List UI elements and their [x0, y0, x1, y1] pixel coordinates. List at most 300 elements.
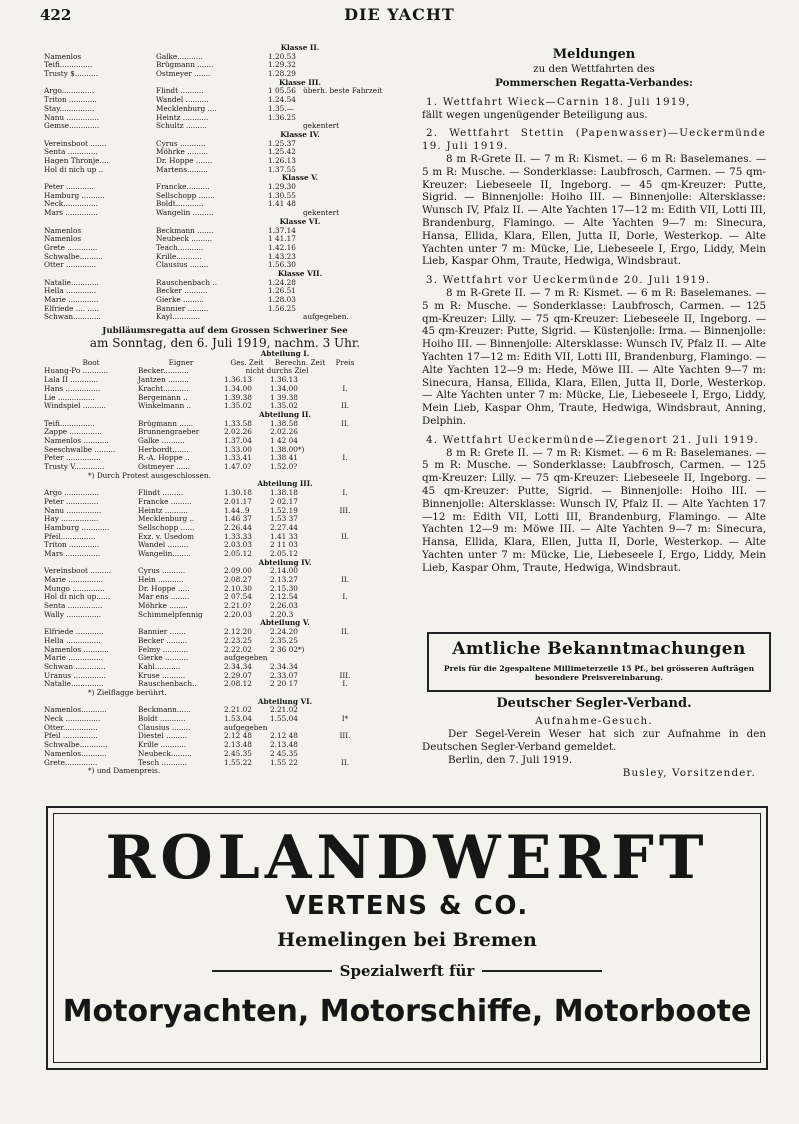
owner-name: Sellschopp ...... — [138, 523, 195, 532]
result-row — [44, 157, 406, 166]
owner-name: Cyrus .......... — [138, 567, 186, 576]
result-row — [44, 287, 406, 296]
time: 1.29.30 — [268, 183, 296, 192]
time: 1.24.54 — [268, 96, 296, 105]
result-row — [44, 715, 406, 724]
boat-name: Teifi............... — [44, 419, 95, 428]
klasse-heading: Klasse IV. — [280, 129, 320, 139]
total-time: 2.08.27 — [224, 576, 252, 585]
boat-name: Otter............... — [44, 723, 98, 732]
owner-name: Galke .......... — [138, 437, 185, 445]
owner-name: Schultz ......... — [156, 122, 207, 131]
boat-name: Pfeil ............... — [44, 732, 98, 741]
owner-name: Möhrke ......... — [156, 148, 208, 157]
total-time: 2.10.30 — [224, 584, 252, 593]
calc-time: 1.41 33 — [270, 532, 298, 541]
result-row — [44, 611, 406, 620]
remark — [303, 279, 406, 288]
boat-name: Huang-Po ........... — [44, 367, 109, 376]
boat-name: Senta ............. — [44, 148, 98, 157]
owner-name: Dr. Hoppe ....... — [156, 156, 213, 165]
owner-name: Wangelin ......... — [156, 209, 214, 218]
boat-name: Gemse............. — [44, 122, 100, 131]
prize — [330, 663, 360, 672]
owner-name: Boldt ........... — [138, 715, 186, 724]
column-header-row — [44, 359, 406, 368]
time: 1.37.14 — [268, 226, 296, 235]
boat-name: Neck ............... — [44, 715, 101, 724]
wettfahrt-heading: 3. Wettfahrt vor Ueckermünde 20. Juli 1919. — [426, 274, 711, 287]
owner-name: Mecklenburg .... — [156, 104, 217, 113]
prize — [330, 750, 360, 759]
owner-name: Bannier ......... — [156, 304, 209, 313]
owner-name: R.-A. Hoppe .. — [138, 454, 190, 463]
calc-time — [270, 654, 330, 663]
result-row — [44, 637, 406, 646]
boat-name: Neck............... — [44, 200, 99, 209]
result-row — [44, 87, 406, 96]
time: 1.28.03 — [268, 296, 296, 305]
boat-name: Teifi.............. — [44, 61, 93, 70]
time — [268, 313, 303, 322]
result-row — [44, 593, 406, 602]
prize: III. — [339, 506, 351, 515]
owner-name: Heintz ........... — [156, 113, 209, 122]
result-row — [44, 672, 406, 681]
owner-name: Bergemann .. — [138, 393, 188, 402]
result-row — [44, 420, 406, 429]
total-time: 1.36.13 — [224, 376, 252, 385]
calc-time: 1.52.19 — [270, 506, 298, 515]
total-time: 1.33.33 — [224, 532, 252, 541]
page-number: 422 — [40, 6, 72, 24]
time: 1.30.55 — [268, 191, 296, 200]
boat-name: Argo.............. — [44, 87, 95, 96]
header-total-time: Ges. Zeit — [230, 358, 264, 367]
owner-name: Winkelmann .. — [138, 402, 192, 411]
prize — [330, 428, 360, 437]
total-time: 1.30.18 — [224, 489, 252, 498]
calc-time: 1.38.18 — [270, 489, 298, 498]
calc-time: 2.12.54 — [270, 593, 298, 602]
result-row — [44, 524, 406, 533]
result-row — [44, 446, 406, 455]
boat-name: Hella ............. — [44, 287, 97, 296]
boat-name: Hella ............... — [44, 636, 101, 645]
wettfahrt-heading: 2. Wettfahrt Stettin (Papenwasser)—Ueckermünde 19. Juli 1919. — [422, 127, 766, 153]
boat-name: Argo ............... — [44, 489, 99, 498]
klasse-heading: Klasse II. — [280, 43, 320, 52]
owner-name: Diestel ......... — [138, 732, 188, 741]
calc-time: 1.34.00 — [270, 384, 298, 393]
remark — [303, 200, 406, 209]
result-row — [44, 244, 406, 253]
result-row — [44, 61, 406, 70]
boat-name: Nanu .............. — [44, 113, 99, 122]
dsv-title: Deutscher Segler-Verband. — [496, 696, 692, 711]
jubilaeum-title: Jubiläumsregatta auf dem Grossen Schweriner See — [102, 326, 348, 337]
wettfahrt-entries: fällt wegen ungenügender Beteiligung aus. — [422, 108, 648, 121]
abteilung-heading: Abteilung II. — [259, 409, 311, 419]
dsv-signature: Busley, Vorsitzender. — [622, 767, 756, 779]
result-row — [44, 550, 406, 559]
owner-name: Brügmann ...... — [138, 419, 194, 428]
result-row — [44, 628, 406, 637]
owner-name: Kruse .......... — [138, 671, 186, 680]
owner-name: Galke........... — [156, 52, 203, 61]
total-time: 2.12.20 — [224, 628, 252, 637]
boat-name: Hamburg .......... — [44, 191, 105, 200]
boat-name: Stay............... — [44, 104, 95, 113]
owner-name: Möhrke ........ — [138, 602, 188, 611]
boat-name: Zappe .............. — [44, 428, 102, 437]
abteilung-heading: Abteilung IV. — [258, 557, 312, 567]
boat-name: Mars .............. — [44, 209, 98, 218]
total-time: 2.29.07 — [224, 671, 252, 680]
amtliche-note-2: besondere Preisvereinbarung. — [534, 673, 664, 682]
total-time: 2.13.48 — [224, 741, 252, 750]
total-time: 1.46 37 — [224, 515, 252, 524]
total-time: 1.44..9 — [224, 506, 250, 515]
boat-name: Windspiel .......... — [44, 402, 106, 411]
owner-name: Flindt .......... — [156, 87, 204, 96]
remark — [303, 157, 406, 166]
owner-name: Francke.......... — [156, 183, 210, 192]
boat-name: Mars ............... — [44, 549, 101, 558]
time: 1.41 48 — [268, 200, 296, 209]
total-time: 1.33.00 — [224, 445, 252, 454]
total-time: 1.39.38 — [224, 393, 252, 402]
time: 1.24.28 — [268, 278, 296, 287]
result-row — [44, 140, 406, 149]
boat-name: Otter ............. — [44, 261, 97, 270]
footnote: *) Zielflagge berührt. — [88, 688, 167, 697]
wettfahrt-entries: 8 m R: Grete II. — 7 m R: Kismet. — 6 m R: Baselemanes. — 5 m R: Musche. — Sonderklasse: Laubfrosch, Carmen. — 125 qm-Kreuzer: Lilly. — 75 qm-Kreuzer: Liebeseele II, Ingeborg. — 45 qm-Kreuzer: Putte, Sigrid. — Binnenjolle: Hoiho III. — Binnenjolle: Altersklasse: Wunsch IV, Pfalz II. — Alte Yachten 17—12 m: Edith VII, Lotti III, Brandenburg, Flamingo. — Alte Yachten 12—9 m: Möwe III. — Alte Yachten 9—7 m: Sinecura, Hansa, Ellida, Klara, Ellen, Jutta II, Dorle, Westerkop. — Alte Yachten unter 7 m: Mücke, Lie, Liebeseele I, Ergo, Liddy, Mein Lieb, Kaspar Ohm, Traute, Hedwiga, Windsbraut. — [422, 446, 766, 574]
prize — [330, 515, 360, 524]
prize — [330, 437, 360, 446]
calc-time: 2.34.34 — [270, 662, 298, 671]
time: 1.56.30 — [268, 261, 296, 270]
total-time: aufgegeben — [224, 654, 268, 663]
total-time: 2.23.25 — [224, 636, 252, 645]
owner-name: Cyrus ........... — [156, 139, 206, 148]
total-time: 2.08.12 — [224, 680, 252, 689]
remark — [303, 235, 406, 244]
result-row — [44, 498, 406, 507]
abteilung-heading: Abteilung V. — [260, 618, 310, 628]
owner-name: Bannier ....... — [138, 628, 186, 637]
calc-time: 1.52.0? — [270, 463, 298, 472]
owner-name: Sellschopp ....... — [156, 191, 215, 200]
boat-name: Namenlos ........... — [44, 437, 109, 445]
result-row — [44, 732, 406, 741]
time: 1.25.42 — [268, 148, 296, 157]
total-time: 2.01.17 — [224, 497, 252, 506]
remark — [303, 61, 406, 70]
result-row — [44, 567, 406, 576]
ad-company-name: ROLANDWERFT — [105, 823, 709, 893]
meldungen-sub2: Pommerschen Regatta-Verbandes: — [495, 76, 693, 89]
time: 1.26.51 — [268, 287, 296, 296]
prize: II. — [340, 532, 350, 541]
remark — [303, 253, 406, 262]
result-row — [44, 402, 406, 411]
wettfahrt-heading: 1. Wettfahrt Wieck—Carnin 18. Juli 1919, — [426, 95, 691, 108]
total-time: 2.45.35 — [224, 749, 252, 758]
owner-name: Kahl........... — [138, 662, 181, 671]
boat-name: Marie ............... — [44, 654, 104, 663]
boat-name: Peter ............ — [44, 183, 94, 192]
boat-name: Vereinsboot ......... — [44, 567, 112, 576]
owner-name: Kayl............ — [156, 313, 201, 322]
owner-name: Boldt............ — [156, 200, 204, 209]
boat-name: Elfriede ............ — [44, 628, 104, 637]
owner-name: Neubeck ......... — [156, 235, 213, 244]
calc-time: 1.55 22 — [270, 758, 298, 767]
total-time: 1.33.41 — [224, 454, 252, 463]
owner-name: Schimmelpfennig — [138, 610, 203, 619]
time: 1.29.32 — [268, 61, 296, 70]
calc-time: 2.24.20 — [270, 628, 298, 637]
ad-inner-frame — [53, 813, 761, 1063]
total-time: 2.21.0? — [224, 602, 252, 611]
prize: II. — [340, 576, 350, 585]
result-row — [44, 576, 406, 585]
prize — [330, 654, 360, 663]
boat-name: Hamburg ............ — [44, 523, 110, 532]
prize — [330, 541, 360, 550]
remark: aufgegeben. — [303, 313, 349, 322]
meldungen-sub1: zu den Wettfahrten des — [533, 62, 655, 75]
klasse-heading: Klasse VI. — [279, 216, 321, 226]
owner-name: Clausius ........ — [156, 261, 209, 270]
owner-name: Mar ens ........ — [138, 593, 190, 602]
calc-time: 2 02.17 — [270, 497, 298, 506]
total-time: 2.34.34 — [224, 662, 252, 671]
result-row — [44, 663, 406, 672]
boat-name: Uranus .............. — [44, 671, 106, 680]
result-row — [44, 148, 406, 157]
meldungen-column — [422, 44, 766, 580]
owner-name: Flindt ......... — [138, 489, 184, 498]
total-time: 2 07.54 — [224, 593, 252, 602]
result-row — [44, 724, 406, 733]
prize — [330, 394, 360, 403]
remark — [303, 96, 406, 105]
prize — [330, 602, 360, 611]
boat-name: Triton ............. — [44, 541, 100, 550]
result-row — [44, 166, 406, 175]
boat-name: Trusty $.......... — [44, 70, 99, 79]
owner-name: Wandel ......... — [138, 541, 189, 550]
total-time: 2.12 48 — [224, 732, 252, 741]
remark — [303, 166, 406, 175]
header-prize: Preis — [335, 358, 355, 367]
ad-place: Hemelingen bei Bremen — [277, 929, 537, 951]
total-time: 1.33.58 — [224, 419, 252, 428]
prize — [330, 463, 360, 472]
result-row — [44, 646, 406, 655]
ad-spec: Spezialwerft für — [339, 962, 475, 980]
amtliche-box — [427, 632, 771, 692]
boat-name: Hay ................ — [44, 515, 99, 524]
calc-time — [270, 724, 330, 733]
owner-name: Krille........... — [156, 252, 202, 261]
owner-name: Gierke .......... — [138, 654, 189, 663]
page-header — [0, 4, 799, 26]
calc-time: 2.13.27 — [270, 576, 298, 585]
owner-name: Neubeck......... — [138, 749, 192, 758]
remark — [303, 183, 406, 192]
header-calc-time: Berechn. Zeit — [274, 358, 326, 367]
boat-name: Marie ............. — [44, 296, 99, 305]
boat-name: Mungo .............. — [44, 584, 105, 593]
total-time: 1.53.04 — [224, 715, 252, 724]
owner-name: Dr. Hoppe ..... — [138, 584, 190, 593]
total-time: 2.03.03 — [224, 541, 252, 550]
klasse-heading: Klasse VII. — [277, 268, 323, 278]
result-row — [44, 394, 406, 403]
boat-name: Nanu ............... — [44, 506, 102, 515]
klasse-results — [44, 44, 406, 322]
result-row — [44, 541, 406, 550]
total-time: 2.20.03 — [224, 610, 252, 619]
owner-name: Wangelin........ — [138, 549, 191, 558]
result-row — [44, 602, 406, 611]
owner-name: Beckmann...... — [138, 706, 191, 715]
boat-name: Grete.............. — [44, 758, 98, 767]
prize: I. — [342, 489, 348, 498]
calc-time: 1 42 04 — [270, 437, 298, 445]
owner-name: Tesch ........... — [138, 758, 187, 767]
abteilung-heading: Abteilung VI. — [257, 696, 313, 706]
owner-name: Mecklenburg .. — [138, 515, 195, 524]
boat-name: Namenlos — [44, 52, 82, 61]
calc-time: 1.53 37 — [270, 515, 298, 524]
header-boat: Boot — [82, 358, 100, 367]
total-time: 1.34.00 — [224, 384, 252, 393]
time: 1 05.56 — [268, 87, 296, 96]
result-row — [44, 489, 406, 498]
klasse-heading: Klasse III. — [278, 77, 322, 87]
total-time: 2.02.26 — [224, 428, 252, 437]
calc-time: 2 11 03 — [270, 541, 298, 550]
rolandwerft-advertisement — [46, 806, 768, 1070]
boat-name: Lala II ............ — [44, 376, 99, 385]
time: 1 41.17 — [268, 235, 296, 244]
remark — [303, 140, 406, 149]
remark — [303, 296, 406, 305]
calc-time: 2.33.07 — [270, 671, 298, 680]
prize — [330, 706, 360, 715]
result-row — [44, 235, 406, 244]
prize: I. — [342, 454, 348, 463]
boat-name: Namenlos — [44, 226, 82, 235]
prize — [330, 550, 360, 559]
calc-time: 2.35.25 — [270, 636, 298, 645]
boat-name: Grete ............. — [44, 243, 98, 252]
owner-name: Felmy ........... — [138, 645, 189, 654]
result-row — [44, 114, 406, 123]
calc-time: 1.55.04 — [270, 715, 298, 724]
result-row — [44, 296, 406, 305]
prize — [330, 585, 360, 594]
jubilaeum-subtitle: am Sonntag, den 6. Juli 1919, nachm. 3 Uhr. — [89, 336, 361, 351]
owner-name: Hein ........... — [138, 576, 184, 585]
calc-time: 2.20.3 — [270, 610, 294, 619]
calc-time: 1 39.38 — [270, 393, 298, 402]
result-row — [44, 750, 406, 759]
boat-name: Wally ............... — [44, 610, 102, 619]
boat-name: Triton ............ — [44, 96, 97, 105]
boat-name: Peter .............. — [44, 497, 99, 506]
calc-time: 1.38.00*) — [270, 445, 305, 454]
prize: II. — [340, 419, 350, 428]
spacer — [422, 574, 766, 580]
total-time: 1.47.0? — [224, 463, 252, 472]
boat-name: Pfeil............... — [44, 532, 96, 541]
result-row — [44, 533, 406, 542]
time: 1.26.13 — [268, 156, 296, 165]
result-row — [44, 515, 406, 524]
owner-name: Herbordt....... — [138, 445, 189, 454]
result-row — [44, 654, 406, 663]
results-column — [44, 44, 406, 776]
result-row — [44, 376, 406, 385]
total-time: 2.22.02 — [224, 645, 252, 654]
remark — [303, 105, 406, 114]
result-row — [44, 385, 406, 394]
prize — [330, 724, 360, 733]
prize: III. — [339, 671, 351, 680]
result-row — [44, 367, 406, 376]
result-row — [44, 105, 406, 114]
wettfahrt-entries: 8 m R-Grete II. — 7 m R: Kismet. — 6 m R: Baselemanes. — 5 m R: Musche. — Sonderklasse: Laubfrosch, Carmen. — 125 qm-Kreuzer: Lilly. — 75 qm-Kreuzer: Liebeseele II, Ingeborg. — 45 qm-Kreuzer: Putte, Sigrid. — Küstenjolle: Irma. — Binnenjolle: Hoiho III. — Binnenjolle: Altersklasse: Wunsch IV, Pfalz II. — Alte Yachten 17—12 m: Edith VII, Lotti III, Brandenburg, Flamingo. — Alte Yachten 12—9 m: Hede, Möwe III. — Alte Yachten 9—7 m: Sinecura, Hansa, Ellida, Klara, Ellen, Jutta II, Dorle, Westerkop. — Alte Yachten unter 7 m: Mücke, Lie, Liebeseele I, Ergo, Liddy, Mein Lieb, Kaspar Ohm, Traute, Hedwiga, Windsbraut, Anning, Delphin. — [422, 286, 766, 427]
boat-name: Peter ............... — [44, 454, 101, 463]
result-row — [44, 507, 406, 516]
result-row — [44, 209, 406, 218]
boat-name: Elfriede .... ..... — [44, 304, 100, 313]
boat-name: Hans ............... — [44, 384, 101, 393]
dsv-date: Berlin, den 7. Juli 1919. — [448, 754, 573, 766]
prize — [330, 646, 360, 655]
owner-name: Jantzen ......... — [138, 376, 189, 385]
boat-name: Schwan ............. — [44, 662, 106, 671]
amtliche-note-1: Preis für die 2gespaltene Millimeterzeile 15 Pf., bei grösseren Aufträgen — [443, 664, 755, 673]
calc-time: 2.05.12 — [270, 549, 298, 558]
total-time: 2.26.44 — [224, 523, 252, 532]
result-row — [44, 183, 406, 192]
time: 1.25.37 — [268, 139, 296, 148]
owner-name: Ostmeyer ....... — [156, 70, 211, 79]
remark — [303, 148, 406, 157]
boat-name: Hol di nich up...... — [44, 593, 111, 602]
dsv-notice — [422, 697, 766, 780]
result-row — [44, 200, 406, 209]
remark — [303, 192, 406, 201]
calc-time: 2.27.44 — [270, 523, 298, 532]
remark — [303, 53, 406, 62]
wettfahrt-entries: 8 m R-Grete II. — 7 m R: Kismet. — 6 m R: Baselemanes. — 5 m R: Musche. — Sonderklasse: Laubfrosch, Carmen. — 75 qm-Kreuzer: Liebeseele II, Ingeborg. — 45 qm-Kreuzer: Putte, Sigrid. — Binnenjolle: Hoiho III. — Binnenjolle: Altersklasse: Wunsch IV, Pfalz II. — Alte Yachten 17—12 m: Edith VII, Lotti III, Brandenburg, Flamingo. — Alte Yachten 9—7 m: Sinecura, Hansa, Ellida, Klara, Ellen, Jutta II, Dorle, Westerkop. — Alte Yachten unter 7 m: Mücke, Lie, Liebeseele I, Ergo, Liddy, Mein Lieb, Kaspar Ohm, Traute, Hedwiga, Windsbraut. — [422, 152, 766, 268]
total-time: 1.35.02 — [224, 402, 252, 411]
owner-name: Teach........... — [156, 243, 204, 252]
boat-name: Hol di nich up .. — [44, 165, 104, 174]
prize — [330, 524, 360, 533]
time: 1.56.25 — [268, 304, 296, 313]
calc-time: 2.15.30 — [270, 584, 298, 593]
boat-name: Trusty V............. — [44, 463, 105, 472]
prize: III. — [339, 732, 351, 741]
